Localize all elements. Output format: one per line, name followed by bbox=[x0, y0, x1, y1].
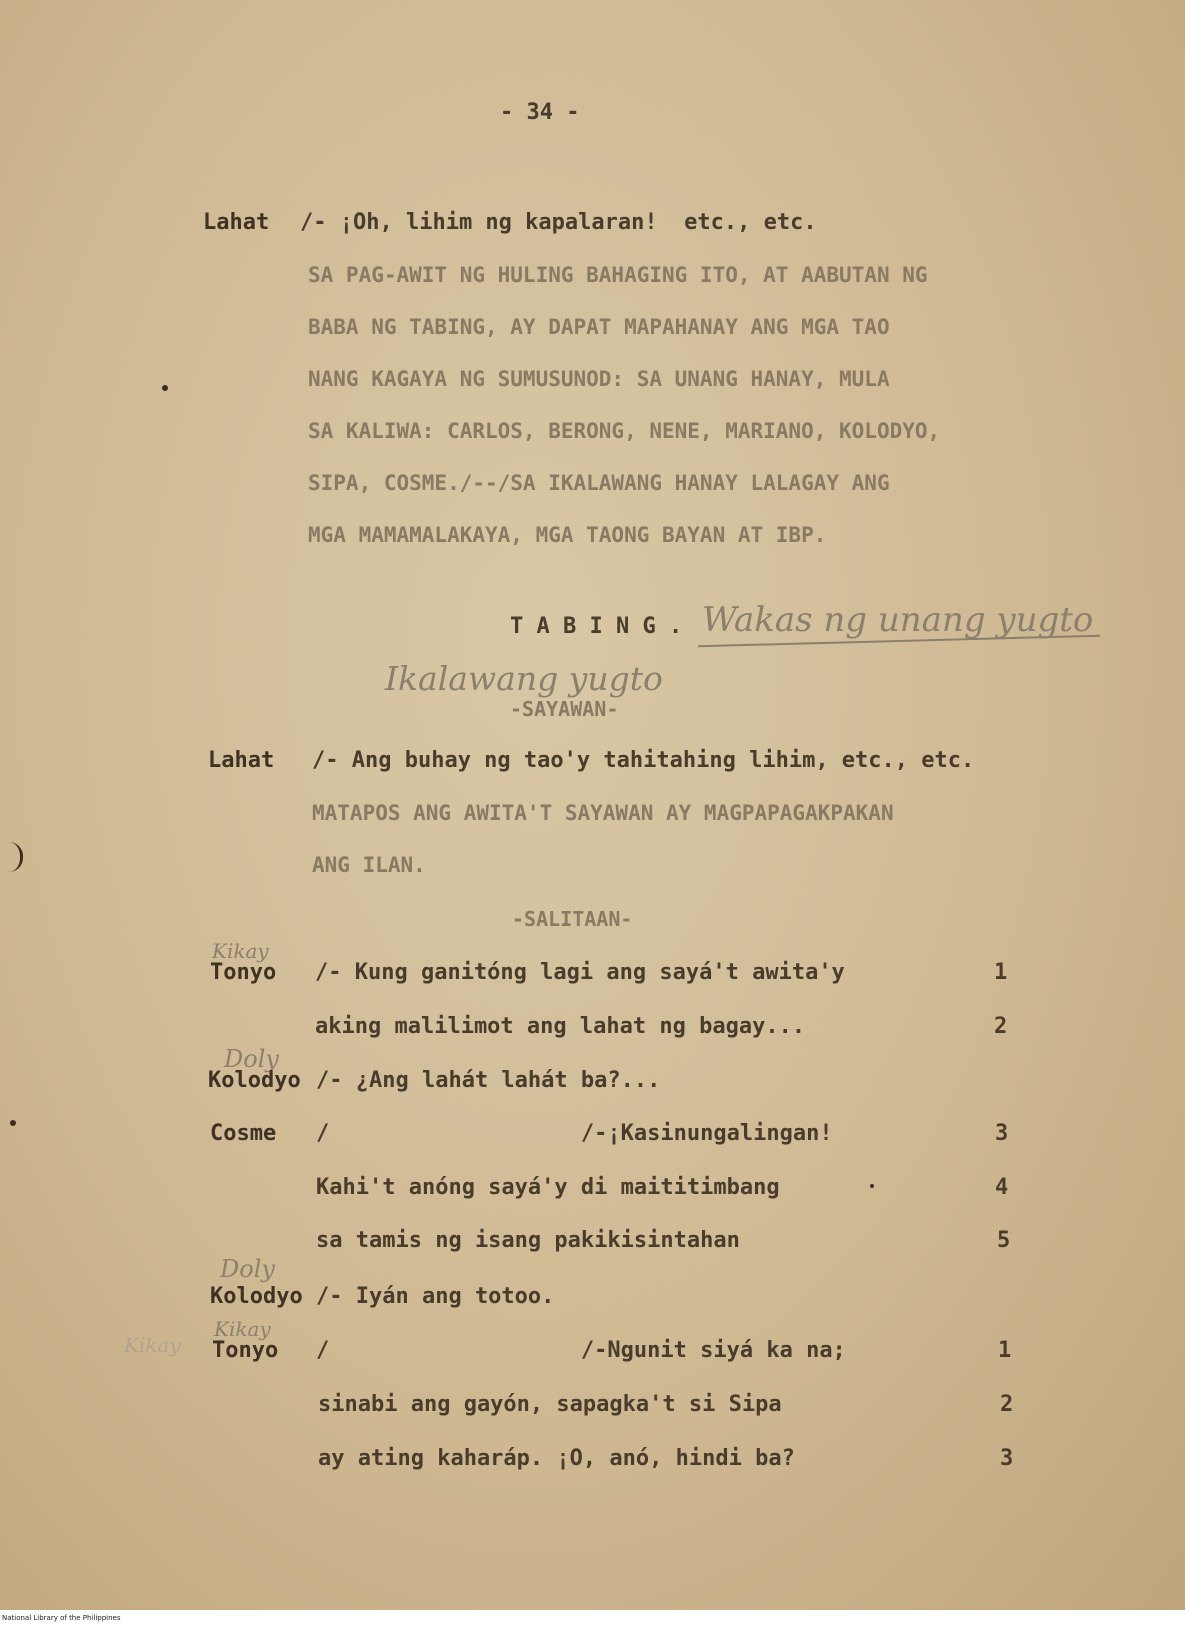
speaker-name: Cosme bbox=[210, 1121, 277, 1146]
dialogue-line: / /-¡Kasinungalingan! bbox=[316, 1121, 833, 1146]
handwritten-character-annotation: Doly bbox=[224, 1045, 279, 1073]
footer-strip bbox=[0, 1610, 1185, 1628]
speaker-name: Kolodyo bbox=[208, 1068, 301, 1093]
dialogue-line: /- Ang buhay ng tao'y tahitahing lihim, etc., etc. bbox=[312, 748, 975, 773]
dialogue-line: /- Iyán ang totoo. bbox=[316, 1284, 555, 1309]
stage-direction-line: NANG KAGAYA NG SUMUSUNOD: SA UNANG HANAY, MULA bbox=[308, 367, 890, 391]
dialogue-line: Kahi't anóng sayá'y di maititimbang bbox=[316, 1175, 780, 1200]
speaker-name: Tonyo bbox=[210, 960, 277, 985]
section-heading: -SALITAAN- bbox=[512, 907, 633, 931]
line-number: 5 bbox=[997, 1228, 1011, 1253]
dialogue-line: aking malilimot ang lahat ng bagay... bbox=[315, 1014, 806, 1039]
speaker-name: Tonyo bbox=[212, 1338, 279, 1363]
line-number: 3 bbox=[1000, 1446, 1014, 1471]
line-number: 1 bbox=[998, 1338, 1012, 1363]
line-number: 4 bbox=[995, 1175, 1009, 1200]
stage-direction-line: SIPA, COSME./--/SA IKALAWANG HANAY LALAGAY ANG bbox=[308, 471, 890, 495]
stage-direction-line: SA KALIWA: CARLOS, BERONG, NENE, MARIANO, KOLODYO, bbox=[308, 419, 941, 443]
paper-fold-mark bbox=[6, 842, 23, 872]
line-number: 3 bbox=[995, 1121, 1009, 1146]
margin-annotation: Kikay bbox=[124, 1333, 181, 1357]
handwritten-character-annotation: Doly bbox=[220, 1255, 275, 1283]
stage-direction-line: BABA NG TABING, AY DAPAT MAPAHANAY ANG MGA TAO bbox=[308, 315, 890, 339]
stage-direction-line: MATAPOS ANG AWITA'T SAYAWAN AY MAGPAPAGAKPAKAN bbox=[312, 801, 894, 825]
speaker-name: Lahat bbox=[203, 210, 270, 235]
curtain-label: T A B I N G . bbox=[510, 614, 683, 639]
dialogue-line: /- Kung ganitóng lagi ang sayá't awita'y bbox=[315, 960, 845, 985]
speaker-name: Lahat bbox=[208, 748, 275, 773]
dialogue-line: / /-Ngunit siyá ka na; bbox=[316, 1338, 846, 1363]
handwritten-act-two: Ikalawang yugto bbox=[385, 659, 663, 698]
handwritten-character-annotation: Kikay bbox=[214, 1317, 271, 1341]
stage-direction-line: ANG ILAN. bbox=[312, 853, 426, 877]
page-number: - 34 - bbox=[500, 100, 580, 125]
dialogue-line: sa tamis ng isang pakikisintahan bbox=[316, 1228, 740, 1253]
paper-speck bbox=[870, 1184, 874, 1188]
line-number: 2 bbox=[994, 1014, 1008, 1039]
paper-speck bbox=[162, 385, 168, 391]
handwritten-act-end: Wakas ng unang yugto bbox=[702, 600, 1094, 640]
stage-direction-line: SA PAG-AWIT NG HULING BAHAGING ITO, AT AABUTAN NG bbox=[308, 263, 928, 287]
line-number: 2 bbox=[1000, 1392, 1014, 1417]
handwritten-character-annotation: Kikay bbox=[212, 939, 269, 963]
line-number: 1 bbox=[994, 960, 1008, 985]
library-credit: National Library of the Philippines bbox=[2, 1614, 121, 1622]
dialogue-line: sinabi ang gayón, sapagka't si Sipa bbox=[318, 1392, 782, 1417]
speaker-name: Kolodyo bbox=[210, 1284, 303, 1309]
stage-direction-line: MGA MAMAMALAKAYA, MGA TAONG BAYAN AT IBP. bbox=[308, 523, 827, 547]
section-heading: -SAYAWAN- bbox=[510, 697, 619, 721]
dialogue-line: ay ating kaharáp. ¡O, anó, hindi ba? bbox=[318, 1446, 795, 1471]
paper-speck bbox=[10, 1120, 16, 1126]
dialogue-line: /- ¿Ang lahát lahát ba?... bbox=[316, 1068, 661, 1093]
dialogue-line: /- ¡Oh, lihim ng kapalaran! etc., etc. bbox=[300, 210, 817, 235]
